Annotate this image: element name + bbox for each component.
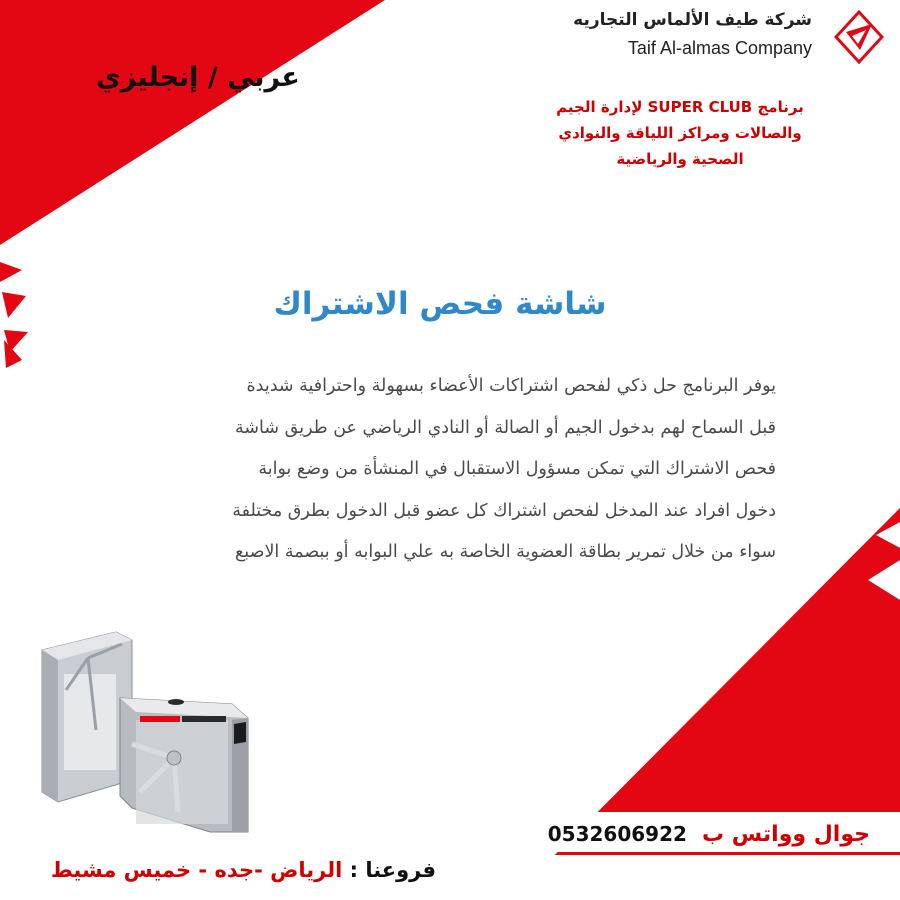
description-line: فحص الاشتراك التي تمكن مسؤول الاستقبال في المنشأة من وضع بوابة [258, 459, 776, 479]
phone-label: جوال وواتس ب [702, 822, 870, 847]
phone-number[interactable]: 0532606922 [547, 822, 687, 846]
description-line: يوفر البرنامج حل ذكي لفحص اشتراكات الأعضاء بسهولة واحترافية شديدة [246, 376, 776, 396]
page-title: شاشة فحص الاشتراك [273, 286, 607, 322]
contact-phone-row [530, 822, 870, 847]
company-name-english: Taif Al-almas Company [627, 38, 812, 58]
turnstile-gate-image [36, 620, 276, 835]
branches-row [36, 858, 436, 882]
description-line: قبل السماح لهم بدخول الجيم أو الصالة أو النادي الرياضي عن طريق شاشة [235, 417, 776, 438]
company-logo-icon [834, 10, 884, 64]
program-line: الصحية والرياضية [616, 150, 744, 168]
branches-label: فروعنا [365, 858, 436, 882]
branches-list: الرياض -جده - خميس مشيط [50, 858, 343, 882]
program-line: والصالات ومراكز اللياقة والنوادي [558, 124, 802, 142]
branches-separator: : [349, 858, 359, 882]
language-toggle[interactable]: عربي / إنجليزي [96, 62, 300, 93]
description-line: دخول افراد عند المدخل لفحص اشتراك كل عضو قبل الدخول بطرق مختلفة [232, 500, 776, 521]
program-description [520, 94, 840, 172]
program-line: برنامج SUPER CLUB لإدارة الجيم [556, 98, 804, 116]
description-line: سواء من خلال تمرير بطاقة العضوية الخاصة به علي البوابه أو ببصمة الاصبع [234, 542, 776, 562]
company-name-arabic: شركة طيف الألماس التجاريه [573, 10, 812, 30]
left-red-triangle-2 [2, 292, 26, 318]
left-red-triangle-1 [0, 262, 22, 282]
description-paragraph [96, 366, 776, 574]
top-left-red-shape [0, 0, 385, 245]
